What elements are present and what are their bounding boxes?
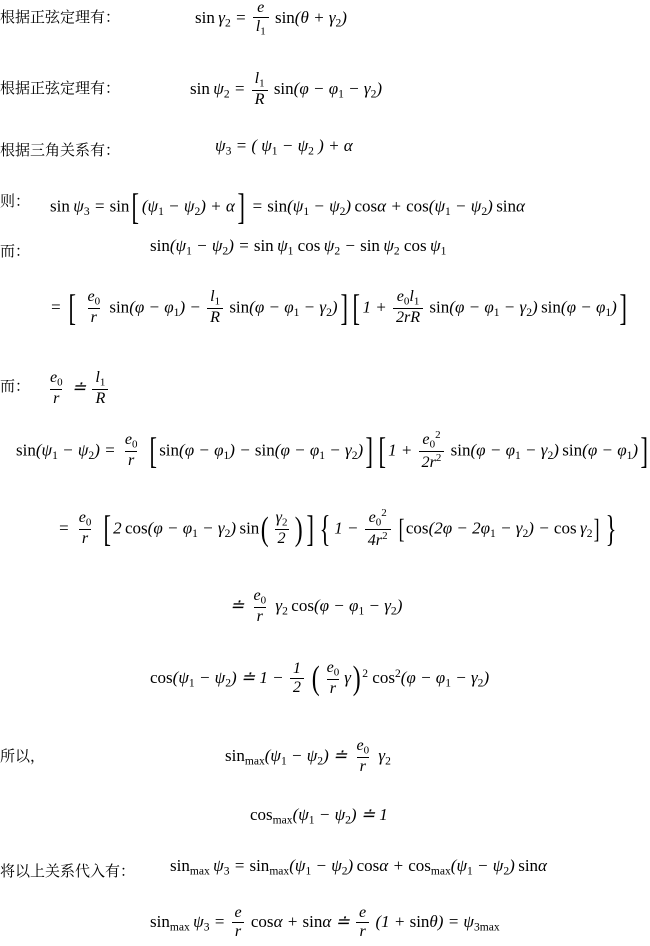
label-therefore: 所以， [0,747,46,765]
equation-12: $\sin_{max}(\psi_1 - \psi_2)$ ≐ $\frac{e_0}{r}$ $\gamma_2$ [225,737,391,775]
equation-5: $\sin(\psi_1 - \psi_2) = \sin \psi_1$ $\cos \psi_2 - \sin \psi_2$ $\cos \psi_1$ [150,236,447,258]
equation-10: ≐ $\frac{e_0}{r}$ $\gamma_2$ $\cos(\varphi - \varphi_1 - \gamma_2)$ [230,587,403,625]
label-and-2: 而： [0,377,31,395]
equation-13: $\cos_{max}(\psi_1 - \psi_2)$ ≐ 1 [250,805,388,827]
equation-1: $\sin \gamma_2$ = $\frac{e}{l_1}$ $\sin(\theta + \gamma_2)$ [195,0,347,38]
equation-8: $\sin(\psi_1 - \psi_2)$ = $\frac{e_0}{r}$ [ $\sin(\varphi - \varphi_1) - \sin(\varphi - \varphi_1 - \gamma_2)$] [ 1 + $\frac{e_0^2}{2r^2}$ $\sin(\varphi - \varphi_1 - \gamma_2)$ $\sin(\varphi - \varphi_1)$] [16,429,649,472]
equation-14: $\sin_{max} \psi_3 = \sin_{max}(\psi_1 - \psi_2) \cos\alpha + \cos_{max}(\psi_1 - \psi_2)$ sinα [170,856,547,878]
label-sine-rule-2: 根据正弦定理有： [0,79,121,97]
equation-11: $\cos(\psi_1 - \psi_2)$ ≐ 1 − $\frac{1}{2}$ ( $\frac{e_0}{r}$ γ) $^2$ $\cos^2(\varphi - \varphi_1 - \gamma_2)$ [150,659,490,698]
equation-3: $\psi_3$ = ( $\psi_1 - \psi_2$ ) + α [215,136,353,158]
equation-15: $\sin_{max} \psi_3$ = $\frac{e}{r}$ cosα + sinα ≐ $\frac{e}{r}$ $(1 + \sin\theta) = \psi_{3max}$ [150,904,500,940]
label-then: 则： [0,192,31,210]
label-sine-rule-1: 根据正弦定理有： [0,8,121,26]
equation-7: $\frac{e_0}{r}$ ≐ $\frac{l_1}{R}$ [45,370,110,408]
equation-2: $\sin \psi_2$ = $\frac{l_1}{R}$ $\sin(\varphi - \varphi_1 - \gamma_2)$ [190,70,383,108]
label-substitute: 将以上关系代入有： [0,862,136,880]
equation-9: = $\frac{e_0}{r}$ [ 2 $\cos(\varphi - \varphi_1 - \gamma_2)$ sin( $\frac{\gamma_2}{2}$ ) ] { 1 − $\frac{e_0^2}{4r^2}$ $[\cos(2\varphi - 2\varphi_1 - \gamma_2) - \cos \gamma_2]$ } [58,507,616,550]
label-triangle-relation: 根据三角关系有： [0,141,121,159]
equation-6: = [ $\frac{e_0}{r}$ $\sin(\varphi - \varphi_1)$ − $\frac{l_1}{R}$ $\sin(\varphi - \varphi_1 - \gamma_2)$] [ 1 + $\frac{e_0l_1}{2rR}$ $\sin(\varphi - \varphi_1 - \gamma_2)$ $\sin(\varphi - \varphi_1)$] [50,288,627,329]
equation-4: $\sin \psi_3 = \sin$[ $(\psi_1 - \psi_2) + \alpha] = \sin(\psi_1 - \psi_2) \cos\alpha + \cos(\psi_1 - \psi_2)$ sinα [50,187,525,228]
label-and-1: 而： [0,242,31,260]
